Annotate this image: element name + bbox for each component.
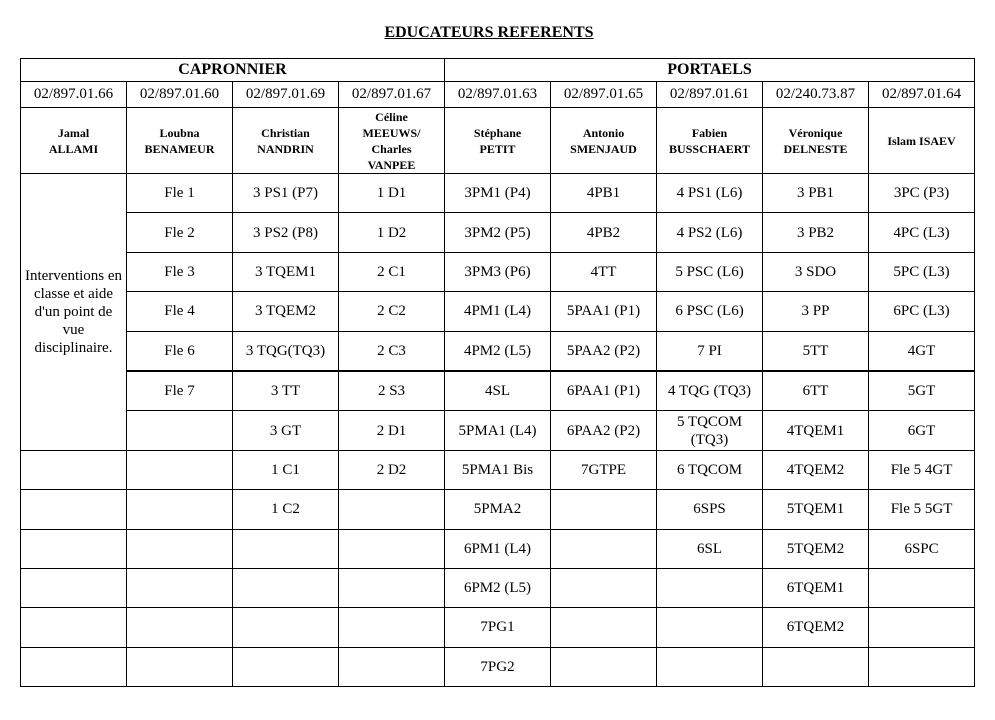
class-cell: 4 TQG (TQ3) xyxy=(657,371,763,411)
class-cell: 3 TT xyxy=(233,371,339,411)
phone-cell: 02/897.01.67 xyxy=(339,82,445,108)
class-cell xyxy=(21,490,127,529)
group-header-capronnier: CAPRONNIER xyxy=(21,59,445,82)
class-cell xyxy=(763,647,869,686)
class-cell: Fle 6 xyxy=(127,331,233,371)
class-cell: 5TQEM2 xyxy=(763,529,869,568)
class-cell: 4TT xyxy=(551,252,657,291)
class-cell xyxy=(21,647,127,686)
class-cell: 1 C1 xyxy=(233,450,339,489)
class-cell xyxy=(233,529,339,568)
educator-name xyxy=(233,108,339,174)
educator-name-line: Jamal xyxy=(57,125,90,140)
class-cell xyxy=(127,490,233,529)
class-cell: 7GTPE xyxy=(551,450,657,489)
educator-name xyxy=(551,108,657,174)
class-cell: 4PM2 (L5) xyxy=(445,331,551,371)
phone-cell: 02/897.01.61 xyxy=(657,82,763,108)
class-cell xyxy=(127,411,233,450)
educator-name-line: Fabien xyxy=(691,125,728,140)
class-cell: 2 S3 xyxy=(339,371,445,411)
class-cell xyxy=(339,529,445,568)
class-cell xyxy=(339,608,445,647)
class-cell: 1 D2 xyxy=(339,213,445,252)
class-cell: Fle 7 xyxy=(127,371,233,411)
class-cell: Fle 5 4GT xyxy=(869,450,975,489)
class-cell: 3 PP xyxy=(763,292,869,331)
educator-name-line: Véronique xyxy=(788,125,843,140)
educator-name-line: MEEUWS/ xyxy=(362,125,421,140)
class-cell: 5PMA2 xyxy=(445,490,551,529)
class-cell: 7PG2 xyxy=(445,647,551,686)
educator-name-line: BUSSCHAERT xyxy=(669,141,750,156)
class-cell xyxy=(21,608,127,647)
referents-table xyxy=(20,58,975,687)
class-cell: 4PM1 (L4) xyxy=(445,292,551,331)
class-cell xyxy=(657,568,763,607)
class-cell xyxy=(869,647,975,686)
phone-cell: 02/897.01.60 xyxy=(127,82,233,108)
class-cell xyxy=(551,568,657,607)
class-cell: 1 D1 xyxy=(339,174,445,213)
educator-name-line: Antonio xyxy=(582,125,625,140)
class-cell: 6SPS xyxy=(657,490,763,529)
educator-name-line: Islam ISAEV xyxy=(887,133,956,148)
educator-name-line: Christian xyxy=(261,125,310,140)
class-cell: 6PAA2 (P2) xyxy=(551,411,657,450)
class-cell: 7PG1 xyxy=(445,608,551,647)
class-cell: 6SPC xyxy=(869,529,975,568)
class-cell: 4GT xyxy=(869,331,975,371)
class-cell: 5GT xyxy=(869,371,975,411)
class-cell: 2 D1 xyxy=(339,411,445,450)
class-cell xyxy=(127,647,233,686)
class-cell: Fle 1 xyxy=(127,174,233,213)
class-cell: Fle 2 xyxy=(127,213,233,252)
class-cell xyxy=(869,568,975,607)
educator-name-line: Céline xyxy=(375,109,408,124)
class-cell: 5PMA1 Bis xyxy=(445,450,551,489)
class-cell: 6PAA1 (P1) xyxy=(551,371,657,411)
class-cell: 7 PI xyxy=(657,331,763,371)
class-cell xyxy=(869,608,975,647)
class-cell: 5TT xyxy=(763,331,869,371)
phone-cell: 02/897.01.63 xyxy=(445,82,551,108)
class-cell xyxy=(339,568,445,607)
class-cell: 6PM1 (L4) xyxy=(445,529,551,568)
educator-name-line: PETIT xyxy=(479,141,516,156)
class-cell xyxy=(233,608,339,647)
class-cell: 4PC (L3) xyxy=(869,213,975,252)
educator-name xyxy=(657,108,763,174)
phone-cell: 02/897.01.64 xyxy=(869,82,975,108)
class-cell: 5 TQCOM (TQ3) xyxy=(657,411,763,450)
class-cell: 3 PS1 (P7) xyxy=(233,174,339,213)
class-cell: 3PM3 (P6) xyxy=(445,252,551,291)
class-cell: 2 C1 xyxy=(339,252,445,291)
educator-name-line: BENAMEUR xyxy=(144,141,215,156)
class-cell: 3PM2 (P5) xyxy=(445,213,551,252)
phone-cell: 02/240.73.87 xyxy=(763,82,869,108)
class-cell: 3 TQEM1 xyxy=(233,252,339,291)
class-cell: 5 PSC (L6) xyxy=(657,252,763,291)
class-cell: 5PMA1 (L4) xyxy=(445,411,551,450)
class-cell xyxy=(551,608,657,647)
class-cell: 5PAA1 (P1) xyxy=(551,292,657,331)
class-cell xyxy=(21,450,127,489)
class-cell: 3 PS2 (P8) xyxy=(233,213,339,252)
class-cell xyxy=(339,647,445,686)
class-cell xyxy=(21,529,127,568)
class-cell: 6TQEM2 xyxy=(763,608,869,647)
class-cell xyxy=(21,568,127,607)
class-cell xyxy=(233,647,339,686)
class-cell: 6 TQCOM xyxy=(657,450,763,489)
educator-name xyxy=(445,108,551,174)
educator-name-line: VANPEE xyxy=(367,157,416,172)
class-cell: 5TQEM1 xyxy=(763,490,869,529)
class-cell: Fle 3 xyxy=(127,252,233,291)
class-cell xyxy=(551,529,657,568)
class-cell: 3PC (P3) xyxy=(869,174,975,213)
phone-cell: 02/897.01.69 xyxy=(233,82,339,108)
educator-name-line: Loubna xyxy=(159,125,200,140)
class-cell: 3 PB1 xyxy=(763,174,869,213)
class-cell: 6SL xyxy=(657,529,763,568)
class-cell xyxy=(657,608,763,647)
class-cell: 4SL xyxy=(445,371,551,411)
educator-name-line: ALLAMI xyxy=(48,141,99,156)
class-cell: 3 PB2 xyxy=(763,213,869,252)
group-header-portaels: PORTAELS xyxy=(445,59,975,82)
class-cell: 2 C2 xyxy=(339,292,445,331)
class-cell xyxy=(127,568,233,607)
class-cell: 4PB1 xyxy=(551,174,657,213)
class-cell: 6PC (L3) xyxy=(869,292,975,331)
class-cell xyxy=(127,608,233,647)
phone-cell: 02/897.01.65 xyxy=(551,82,657,108)
class-cell: 4PB2 xyxy=(551,213,657,252)
class-cell xyxy=(233,568,339,607)
class-cell: 6PM2 (L5) xyxy=(445,568,551,607)
class-cell xyxy=(127,450,233,489)
class-cell: 6TT xyxy=(763,371,869,411)
class-cell: 4 PS2 (L6) xyxy=(657,213,763,252)
educator-name xyxy=(869,108,975,174)
class-cell: 6TQEM1 xyxy=(763,568,869,607)
educator-name xyxy=(763,108,869,174)
class-cell xyxy=(127,529,233,568)
educator-name xyxy=(21,108,127,174)
class-cell xyxy=(657,647,763,686)
class-cell: 3 GT xyxy=(233,411,339,450)
page-title: EDUCATEURS REFERENTS xyxy=(384,24,594,41)
educator-name-line: SMENJAUD xyxy=(570,141,637,156)
class-cell: 2 D2 xyxy=(339,450,445,489)
phone-cell: 02/897.01.66 xyxy=(21,82,127,108)
class-cell: 4TQEM2 xyxy=(763,450,869,489)
class-cell: 3 TQG(TQ3) xyxy=(233,331,339,371)
class-cell: 3PM1 (P4) xyxy=(445,174,551,213)
class-cell xyxy=(339,490,445,529)
educator-name-line: Charles xyxy=(371,141,412,156)
class-cell: 1 C2 xyxy=(233,490,339,529)
class-cell: 4TQEM1 xyxy=(763,411,869,450)
class-cell: Fle 4 xyxy=(127,292,233,331)
educator-name xyxy=(127,108,233,174)
class-cell: 3 SDO xyxy=(763,252,869,291)
class-cell: 6GT xyxy=(869,411,975,450)
class-cell: 2 C3 xyxy=(339,331,445,371)
class-cell xyxy=(551,647,657,686)
class-cell: Fle 5 5GT xyxy=(869,490,975,529)
description-cell: Interventions en classe et aide d'un point de vue disciplinaire. xyxy=(21,174,127,451)
class-cell: 4 PS1 (L6) xyxy=(657,174,763,213)
educator-name-line: Stéphane xyxy=(473,125,522,140)
educator-name-line: DELNESTE xyxy=(783,141,848,156)
class-cell: 5PC (L3) xyxy=(869,252,975,291)
class-cell xyxy=(551,490,657,529)
educator-name xyxy=(339,108,445,174)
class-cell: 6 PSC (L6) xyxy=(657,292,763,331)
educator-name-line: NANDRIN xyxy=(257,141,314,156)
class-cell: 3 TQEM2 xyxy=(233,292,339,331)
class-cell: 5PAA2 (P2) xyxy=(551,331,657,371)
